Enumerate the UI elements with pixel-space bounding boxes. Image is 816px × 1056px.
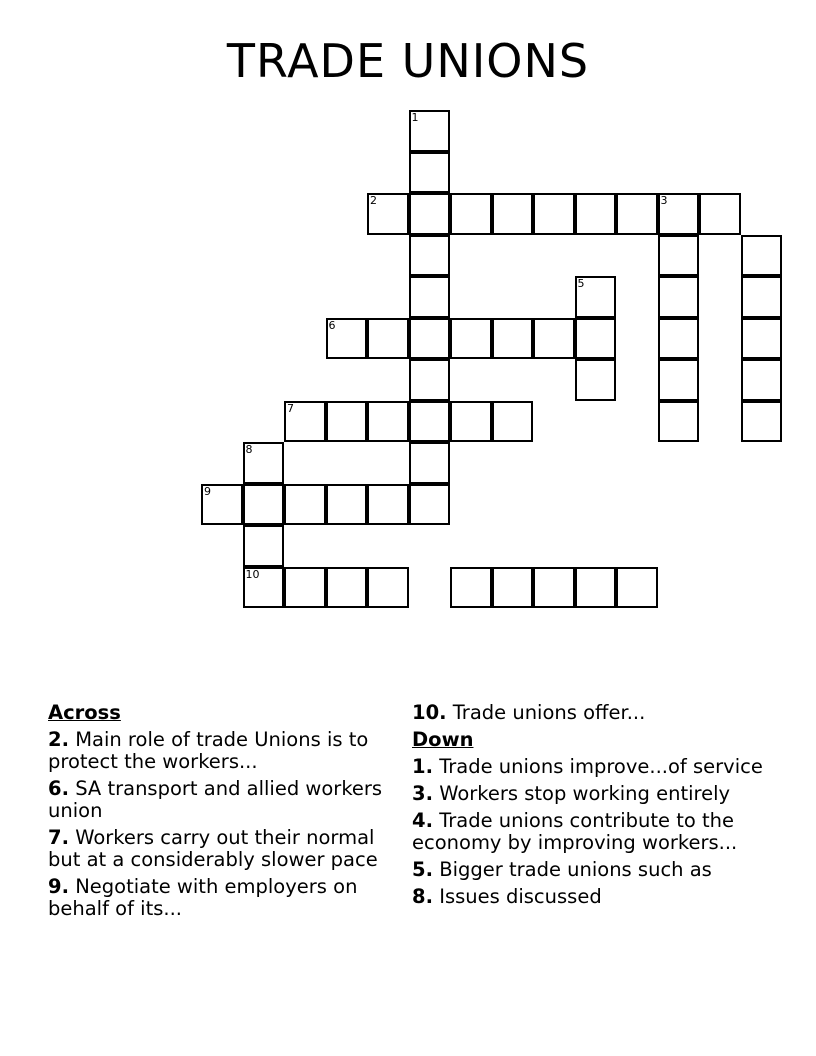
clue-number-label: 2 [370,194,377,207]
clue-number: 6. [48,777,69,800]
grid-cell[interactable] [741,401,783,443]
clues-column-right [412,702,772,913]
down-heading: Down [412,728,474,751]
grid-cell[interactable] [575,276,617,318]
grid-cell[interactable] [741,318,783,360]
clue-text: Workers stop working entirely [439,782,731,805]
clue-down-3 [412,783,772,805]
grid-cell[interactable] [492,318,534,360]
grid-cell[interactable] [450,401,492,443]
grid-cell[interactable] [575,318,617,360]
clue-number: 9. [48,875,69,898]
grid-cell[interactable] [284,484,326,526]
grid-cell[interactable] [658,235,700,277]
grid-cell[interactable] [243,484,285,526]
grid-cell[interactable] [575,359,617,401]
grid-cell[interactable] [741,276,783,318]
grid-cell[interactable] [367,484,409,526]
clue-number-label: 1 [411,111,419,124]
grid-cell[interactable] [658,276,700,318]
grid-cell[interactable] [450,567,492,609]
grid-cell[interactable] [658,359,700,401]
clue-number: 8. [412,885,433,908]
clue-down-8 [412,886,772,908]
clue-across-9 [48,876,388,920]
grid-cell[interactable] [367,318,409,360]
grid-cell[interactable] [492,193,534,235]
grid-cell[interactable] [741,235,783,277]
grid-cell[interactable] [367,193,409,235]
grid-cell[interactable] [741,359,783,401]
grid-cell[interactable] [367,567,409,609]
grid-cell[interactable] [492,567,534,609]
grid-cell[interactable] [658,401,700,443]
grid-cell[interactable] [243,567,285,609]
puzzle-title: TRADE UNIONS [226,34,590,88]
clue-text: Bigger trade unions such as [439,858,712,881]
clue-number: 3. [412,782,433,805]
clue-across-7 [48,827,388,871]
clue-number-label: 9 [204,484,211,498]
grid-cell[interactable] [409,152,451,194]
clue-text: Negotiate with employers on behalf of its... [48,875,358,920]
grid-cell[interactable] [409,442,451,484]
across-heading: Across [48,701,121,724]
grid-cell[interactable] [243,442,285,484]
grid-cell[interactable] [533,193,575,235]
clue-down-1 [412,756,772,778]
grid-cell[interactable] [492,401,534,443]
clue-number-label: 5 [577,277,585,290]
grid-cell[interactable] [575,193,617,235]
grid-cell[interactable] [409,484,451,526]
grid-cell[interactable] [450,318,492,360]
grid-cell[interactable] [409,401,451,443]
grid-cell[interactable] [699,193,741,235]
grid-cell[interactable] [284,401,326,443]
grid-cell[interactable] [409,359,451,401]
grid-cell[interactable] [409,235,451,277]
clues-column-left [48,702,388,925]
clue-text: Trade unions improve...of service [439,755,763,778]
grid-cell[interactable] [409,276,451,318]
grid-cell[interactable] [409,193,451,235]
grid-cell[interactable] [575,567,617,609]
clue-number: 4. [412,809,433,832]
clue-number: 1. [412,755,433,778]
grid-cell[interactable] [409,110,451,152]
clue-number-label: 10 [245,567,260,581]
clue-text: SA transport and allied workers union [48,777,383,822]
grid-cell[interactable] [533,318,575,360]
clue-down-5 [412,859,772,881]
clue-text: Workers carry out their normal but at a considerably slower pace [48,826,378,871]
clue-text: Trade unions contribute to the economy by improving workers... [412,809,738,854]
grid-cell[interactable] [284,567,326,609]
grid-cell[interactable] [326,567,368,609]
clue-text: Trade unions offer... [452,701,646,724]
grid-cell[interactable] [409,318,451,360]
clue-across-2 [48,729,388,773]
clue-number: 5. [412,858,433,881]
clue-number-label: 8 [245,443,253,456]
clue-text: Main role of trade Unions is to protect the workers... [48,728,369,773]
grid-cell[interactable] [533,567,575,609]
clue-down-4 [412,810,772,854]
clue-number: 10. [412,701,447,724]
clue-number: 7. [48,826,69,849]
grid-cell[interactable] [658,318,700,360]
grid-cell[interactable] [326,401,368,443]
grid-cell[interactable] [367,401,409,443]
clue-across-10 [412,702,772,724]
grid-cell[interactable] [326,484,368,526]
grid-cell[interactable] [450,193,492,235]
grid-cell[interactable] [326,318,368,360]
clue-across-6 [48,778,388,822]
grid-cell[interactable] [201,484,243,526]
clue-text: Issues discussed [439,885,602,908]
grid-cell[interactable] [616,567,658,609]
clue-number: 2. [48,728,69,751]
grid-cell[interactable] [616,193,658,235]
clue-number-label: 3 [660,194,668,207]
grid-cell[interactable] [243,525,285,567]
clue-number-label: 7 [287,401,294,415]
clue-number-label: 6 [328,318,336,332]
grid-cell[interactable] [658,193,700,235]
